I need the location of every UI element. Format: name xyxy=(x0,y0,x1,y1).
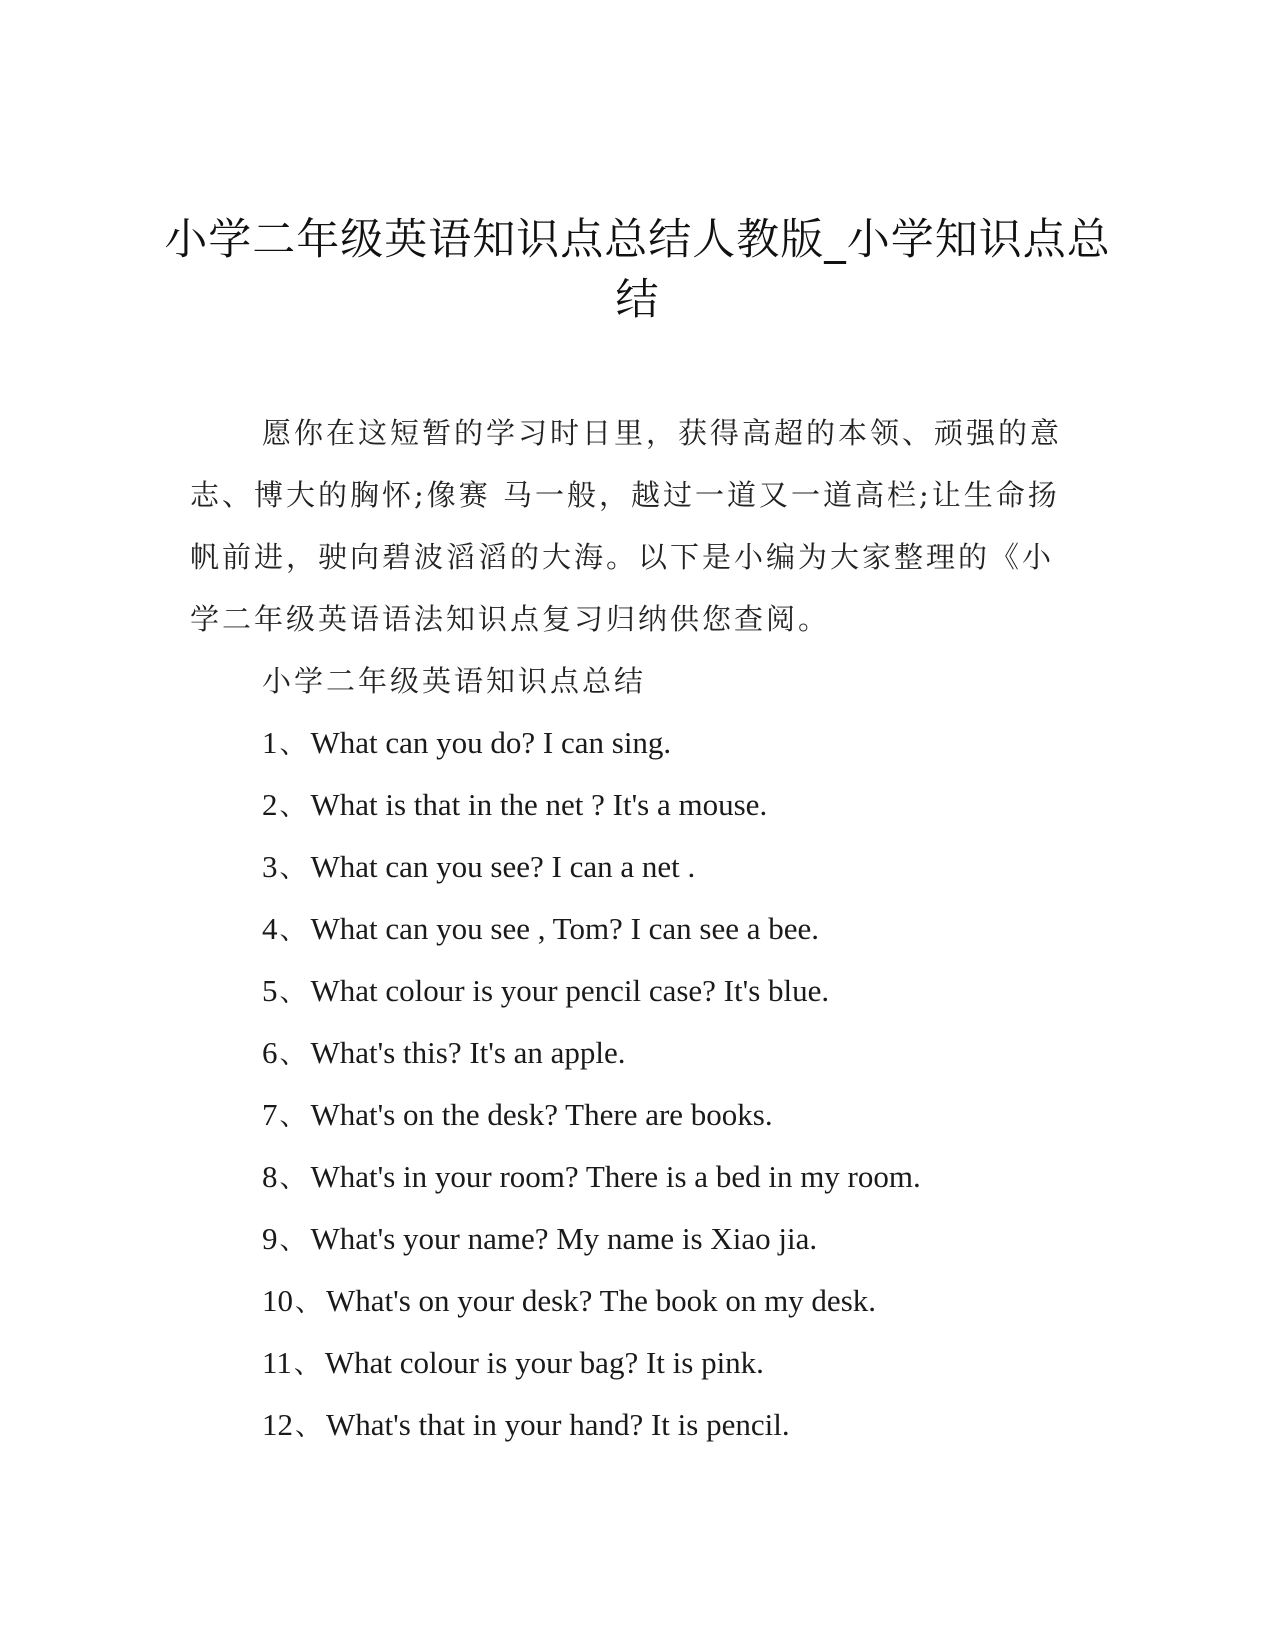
list-item xyxy=(262,1394,1122,1456)
item-number: 9 xyxy=(262,1221,278,1256)
item-number: 7 xyxy=(262,1097,278,1132)
item-text: What's your name? My name is Xiao jia. xyxy=(310,1221,818,1256)
item-separator: 、 xyxy=(279,791,307,822)
document-title: 小学二年级英语知识点总结人教版_小学知识点总结 xyxy=(164,215,1111,325)
list-item xyxy=(262,960,1122,1022)
item-number: 12 xyxy=(262,1407,293,1442)
item-number: 5 xyxy=(262,973,278,1008)
item-number: 1 xyxy=(262,725,278,760)
item-text: What's this? It's an apple. xyxy=(310,1035,626,1070)
list-item xyxy=(262,1146,1122,1208)
list-item xyxy=(262,1084,1122,1146)
item-separator: 、 xyxy=(295,1411,322,1442)
list-item xyxy=(262,712,1122,774)
item-separator: 、 xyxy=(279,729,307,760)
item-separator: 、 xyxy=(295,1287,322,1318)
item-separator: 、 xyxy=(279,915,307,946)
list-item xyxy=(262,836,1122,898)
intro-paragraph: 愿你在这短暂的学习时日里，获得高超的本领、顽强的意志、博大的胸怀;像赛 马一般，越过一道又一道高栏;让生命扬帆前进，驶向碧波滔滔的大海。以下是小编为大家整理的《小学二年级英语语法知识点复习归纳供您查阅。 xyxy=(190,416,1063,636)
item-number: 8 xyxy=(262,1159,278,1194)
item-separator: 、 xyxy=(279,1163,307,1194)
item-separator: 、 xyxy=(293,1349,321,1380)
item-text: What's in your room? There is a bed in my room. xyxy=(310,1159,921,1194)
item-separator: 、 xyxy=(279,1039,307,1070)
item-number: 6 xyxy=(262,1035,278,1070)
item-separator: 、 xyxy=(279,853,307,884)
item-text: What colour is your bag? It is pink. xyxy=(324,1345,764,1380)
item-number: 11 xyxy=(262,1345,292,1380)
item-text: What's that in your hand? It is pencil. xyxy=(326,1407,790,1442)
section-heading: 小学二年级英语知识点总结 xyxy=(262,664,647,698)
item-text: What can you see? I can a net . xyxy=(310,849,696,884)
list-item xyxy=(262,1208,1122,1270)
list-item xyxy=(262,774,1122,836)
item-text: What colour is your pencil case? It's blue. xyxy=(310,973,830,1008)
item-text: What is that in the net ? It's a mouse. xyxy=(310,787,768,822)
item-text: What's on your desk? The book on my desk. xyxy=(326,1283,877,1318)
qa-list xyxy=(262,712,1122,1456)
item-separator: 、 xyxy=(279,1225,307,1256)
item-text: What's on the desk? There are books. xyxy=(310,1097,773,1132)
item-text: What can you do? I can sing. xyxy=(310,725,672,760)
item-separator: 、 xyxy=(279,977,307,1008)
item-text: What can you see , Tom? I can see a bee. xyxy=(310,911,820,946)
item-number: 10 xyxy=(262,1283,293,1318)
item-number: 2 xyxy=(262,787,278,822)
item-separator: 、 xyxy=(279,1101,307,1132)
item-number: 4 xyxy=(262,911,278,946)
list-item xyxy=(262,898,1122,960)
list-item xyxy=(262,1022,1122,1084)
list-item xyxy=(262,1270,1122,1332)
item-number: 3 xyxy=(262,849,278,884)
list-item xyxy=(262,1332,1122,1394)
